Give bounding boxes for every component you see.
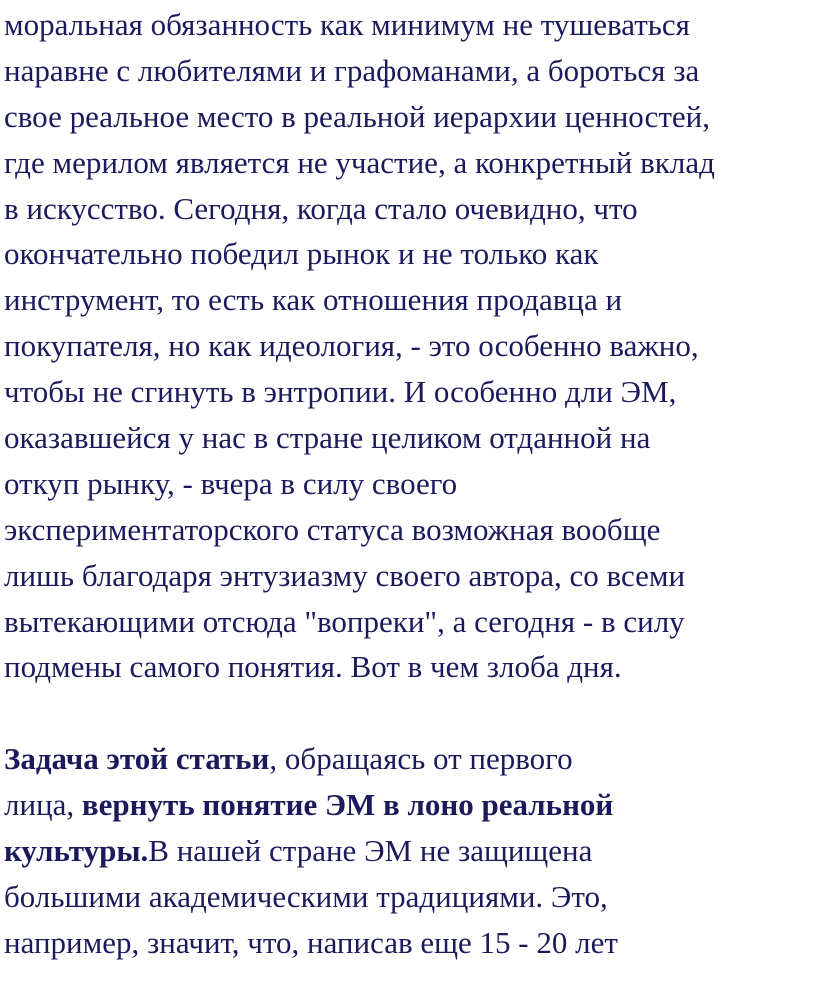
text-run: В нашей стране ЭМ не защищена — [148, 833, 593, 869]
text-line — [4, 736, 816, 782]
text-line: экспериментаторского статуса возможная вообще — [4, 511, 661, 547]
text-line: в искусство. Сегодня, когда стало очевидно, что — [4, 190, 638, 226]
text-run: лица, — [4, 787, 82, 823]
text-line: свое реальное место в реальной иерархии ценностей, — [4, 98, 710, 134]
text-line: вытекающими отсюда "вопреки", а сегодня - в силу — [4, 603, 685, 639]
document-text — [4, 2, 816, 966]
text-run: , обращаясь от первого — [269, 741, 573, 777]
text-line: лишь благодаря энтузиазму своего автора, со всеми — [4, 557, 686, 593]
text-line: оказавшейся у нас в стране целиком отданной на — [4, 420, 651, 456]
text-line: чтобы не сгинуть в энтропии. И особенно дли ЭМ, — [4, 374, 677, 410]
text-line — [4, 828, 816, 874]
text-line: окончательно победил рынок и не только как — [4, 236, 599, 272]
paragraph-gap — [4, 690, 816, 736]
text-line: наравне с любителями и графоманами, а бороться за — [4, 52, 700, 88]
text-line: большими академическими традициями. Это, — [4, 878, 608, 914]
text-line: например, значит, что, написав еще 15 - 20 лет — [4, 924, 618, 960]
bold-phrase: культуры. — [4, 833, 149, 869]
text-line: инструмент, то есть как отношения продавца и — [4, 282, 623, 318]
text-line: покупателя, но как идеология, - это особенно важно, — [4, 328, 699, 364]
text-line: откуп рынку, - вчера в силу своего — [4, 465, 458, 501]
bold-phrase: Задача этой статьи — [4, 741, 270, 777]
text-line: моральная обязанность как минимум не тушеваться — [4, 7, 690, 42]
text-line: подмены самого понятия. Вот в чем злоба дня. — [4, 649, 622, 685]
text-line: где мерилом является не участие, а конкретный вклад — [4, 144, 715, 180]
text-line — [4, 782, 816, 828]
bold-phrase: вернуть понятие ЭМ в лоно реальной — [81, 787, 614, 823]
